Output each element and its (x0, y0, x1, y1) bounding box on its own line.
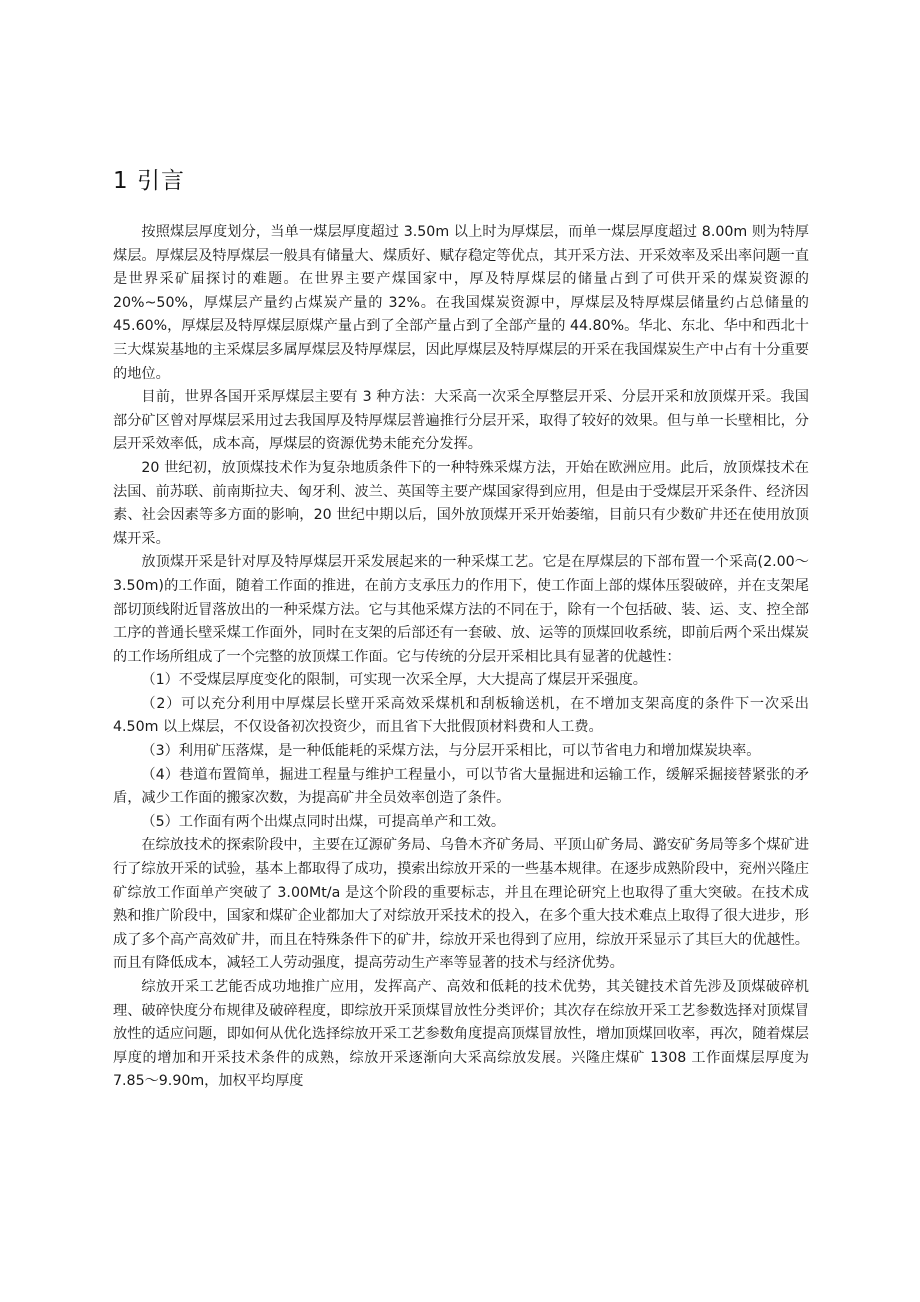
paragraph: 综放开采工艺能否成功地推广应用，发挥高产、高效和低耗的技术优势，其关键技术首先涉及顶煤破碎机理、破碎快度分布规律及破碎程度，即综放开采顶煤冒放性分类评价；其次存在综放开采工艺参数选择对顶煤冒放性的适应问题，即如何从优化选择综放开采工艺参数角度提高顶煤冒放性，增加顶煤回收率，再次，随着煤层厚度的增加和开采技术条件的成熟，综放开采逐渐向大采高综放发展。兴隆庄煤矿 1308 工作面煤层厚度为 7.85～9.90m，加权平均厚度 (113, 979, 809, 1090)
list-item: （3）利用矿压落煤，是一种低能耗的采煤方法，与分层开采相比，可以节省电力和增加煤炭块率。 (141, 743, 761, 760)
list-item: （5）工作面有两个出煤点同时出煤，可提高单产和工效。 (141, 813, 506, 830)
paragraph: 放顶煤开采是针对厚及特厚煤层开采发展起来的一种采煤工艺。它是在厚煤层的下部布置一个采高(2.00～3.50m)的工作面，随着工作面的推进，在前方支承压力的作用下，使工作面上部的煤体压裂破碎，并在支架尾部切顶线附近冒落放出的一种采煤方法。它与其他采煤方法的不同在于，除有一个包括破、装、运、支、控全部工序的普通长壁采煤工作面外，同时在支架的后部还有一套破、放、运等的顶煤回收系统，即前后两个采出煤炭的工作场所组成了一个完整的放顶煤工作面。它与传统的分层开采相比具有显著的优越性： (113, 554, 809, 665)
paragraph: 目前，世界各国开采厚煤层主要有 3 种方法：大采高一次采全厚整层开采、分层开采和放顶煤开采。我国部分矿区曾对厚煤层采用过去我国厚及特厚煤层普遍推行分层开采，取得了较好的效果。但与单一长壁相比，分层开采效率低，成本高，厚煤层的资源优势未能充分发挥。 (113, 389, 809, 453)
section-heading: 1 引言 (113, 168, 185, 194)
paragraph: 在综放技术的探索阶段中，主要在辽源矿务局、乌鲁木齐矿务局、平顶山矿务局、潞安矿务局等多个煤矿进行了综放开采的试验，基本上都取得了成功，摸索出综放开采的一些基本规律。在逐步成熟阶段中，兖州兴隆庄矿综放工作面单产突破了 3.00Mt/a 是这个阶段的重要标志，并且在理论研究上也取得了重大突破。在技术成熟和推广阶段中，国家和煤矿企业都加大了对综放开采技术的投入，在多个重大技术难点上取得了很大进步，形成了多个高产高效矿井，而且在特殊条件下的矿井，综放开采也得到了应用，综放开采显示了其巨大的优越性。而且有降低成本，减轻工人劳动强度，提高劳动生产率等显著的技术与经济优势。 (113, 837, 809, 972)
body-text (113, 221, 809, 1094)
list-item: （2）可以充分利用中厚煤层长壁开采高效采煤机和刮板输送机，在不增加支架高度的条件下一次采出 4.50m 以上煤层，不仅设备初次投资少，而且省下大批假顶材料费和人工费。 (113, 695, 809, 736)
list-item: （4）巷道布置简单，掘进工程量与维护工程量小，可以节省大量掘进和运输工作，缓解采掘接替紧张的矛盾，减少工作面的搬家次数，为提高矿井全员效率创造了条件。 (113, 766, 809, 807)
list-item: （1）不受煤层厚度变化的限制，可实现一次采全厚，大大提高了煤层开采强度。 (141, 672, 647, 689)
paragraph: 20 世纪初，放顶煤技术作为复杂地质条件下的一种特殊采煤方法，开始在欧洲应用。此后，放顶煤技术在法国、前苏联、前南斯拉夫、匈牙利、波兰、英国等主要产煤国家得到应用，但是由于受煤层开采条件、经济因素、社会因素等多方面的影响，20 世纪中期以后，国外放顶煤开采开始萎缩，目前只有少数矿井还在使用放顶煤开采。 (113, 459, 809, 547)
paragraph: 按照煤层厚度划分，当单一煤层厚度超过 3.50m 以上时为厚煤层，而单一煤层厚度超过 8.00m 则为特厚煤层。厚煤层及特厚煤层一般具有储量大、煤质好、赋存稳定等优点，其开采方法、开采效率及采出率问题一直是世界采矿届探讨的难题。在世界主要产煤国家中，厚及特厚煤层的储量占到了可供开采的煤炭资源的 20%~50%，厚煤层产量约占煤炭产量的 32%。在我国煤炭资源中，厚煤层及特厚煤层储量约占总储量的 45.60%，厚煤层及特厚煤层原煤产量占到了全部产量占到了全部产量的 44.80%。华北、东北、华中和西北十三大煤炭基地的主采煤层多属厚煤层及特厚煤层，因此厚煤层及特厚煤层的开采在我国煤炭生产中占有十分重要的地位。 (113, 224, 809, 382)
